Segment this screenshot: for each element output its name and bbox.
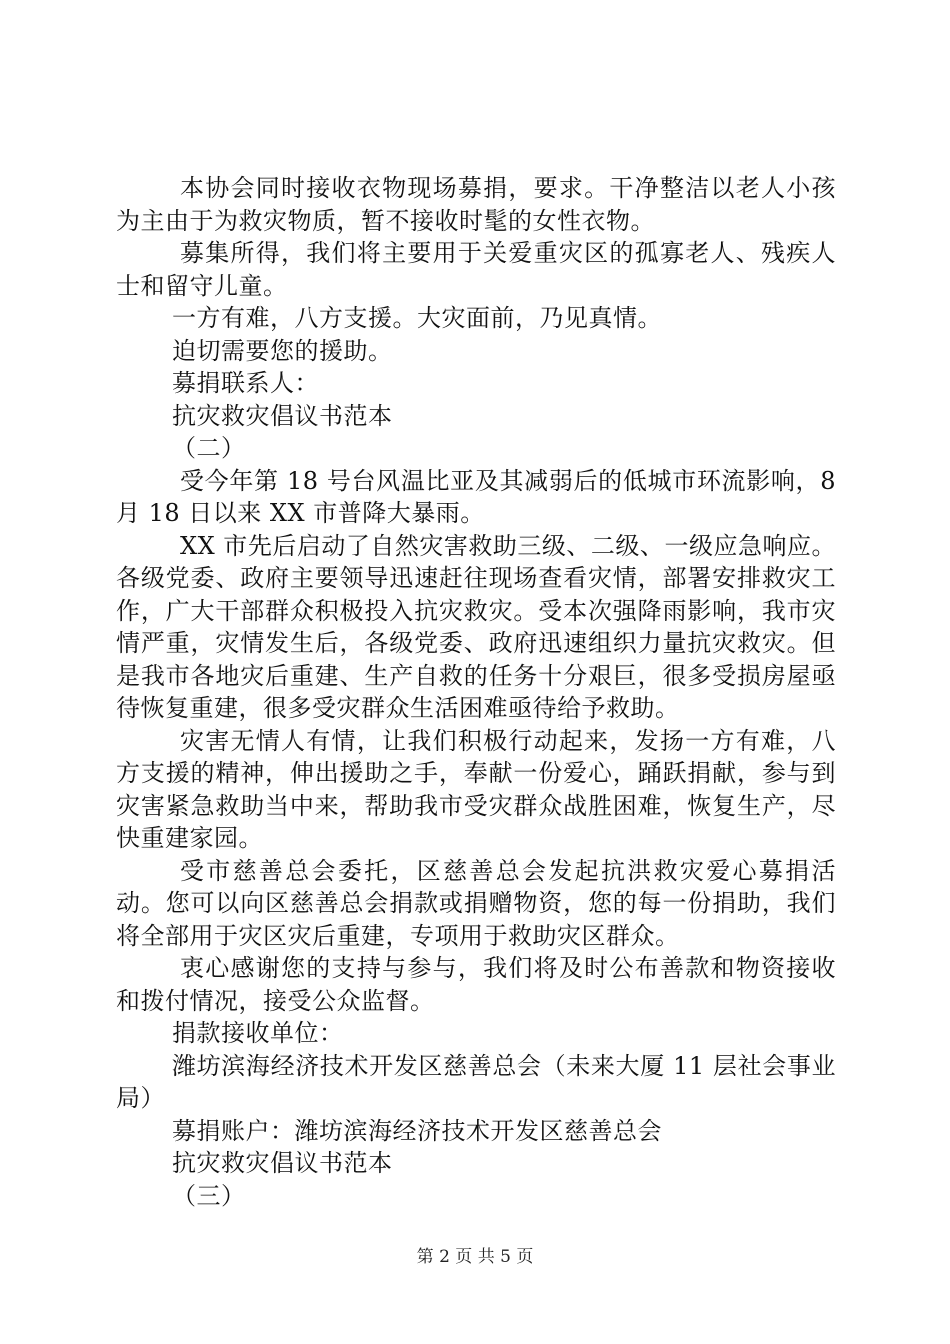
- document-body: [116, 172, 836, 1212]
- paragraph-call-to-action: 灾害无情人有情，让我们积极行动起来，发扬一方有难，八方支援的精神，伸出援助之手，奉献一份爱心，踊跃捐献，参与到灾害紧急救助当中来，帮助我市受灾群众战胜困难，恢复生产，尽快重建家园。: [116, 726, 836, 852]
- paragraph-recipient-name: 潍坊滨海经济技术开发区慈善总会（未来大厦 11 层社会事业局）: [116, 1051, 836, 1112]
- section-title-2: 抗灾救灾倡议书范本: [172, 401, 393, 430]
- paragraph-typhoon-impact: 受今年第 18 号台风温比亚及其减弱后的低城市环流影响，8 月 18 日以来 XX 市普降大暴雨。: [116, 466, 836, 527]
- paragraph-clothing-donation: 本协会同时接收衣物现场募捐，要求。干净整洁以老人小孩为主由于为救灾物质，暂不接收时髦的女性衣物。: [116, 174, 836, 235]
- paragraph-contact-label: 募捐联系人：: [172, 369, 319, 397]
- paragraph-urgent-need: 迫切需要您的援助。: [172, 336, 393, 365]
- paragraph-charity-campaign: 受市慈善总会委托，区慈善总会发起抗洪救灾爱心募捐活动。您可以向区慈善总会捐款或捐赠物资，您的每一份捐助，我们将全部用于灾区灾后重建，专项用于救助灾区群众。: [116, 856, 836, 950]
- page-footer: 第 2 页 共 5 页: [416, 1247, 534, 1267]
- paragraph-funds-usage: 募集所得，我们将主要用于关爱重灾区的孤寡老人、残疾人士和留守儿童。: [116, 239, 836, 300]
- paragraph-donation-account: 募捐账户：潍坊滨海经济技术开发区慈善总会: [172, 1116, 662, 1145]
- paragraph-thanks: 衷心感谢您的支持与参与，我们将及时公布善款和物资接收和拨付情况，接受公众监督。: [116, 954, 836, 1015]
- section-number-3: （三）: [172, 1181, 246, 1210]
- paragraph-support-slogan: 一方有难，八方支援。大灾面前，乃见真情。: [172, 304, 662, 332]
- section-number-2: （二）: [172, 434, 246, 462]
- paragraph-recipient-label: 捐款接收单位：: [172, 1019, 344, 1047]
- paragraph-emergency-response: XX 市先后启动了自然灾害救助三级、二级、一级应急响应。各级党委、政府主要领导迅速赶往现场查看灾情，部署安排救灾工作，广大干部群众积极投入抗灾救灾。受本次强降雨影响，我市灾情严重，灾情发生后，各级党委、政府迅速组织力量抗灾救灾。但是我市各地灾后重建、生产自救的任务十分艰巨，很多受损房屋亟待恢复重建，很多受灾群众生活困难亟待给予救助。: [116, 531, 836, 722]
- section-title-3: 抗灾救灾倡议书范本: [172, 1149, 393, 1177]
